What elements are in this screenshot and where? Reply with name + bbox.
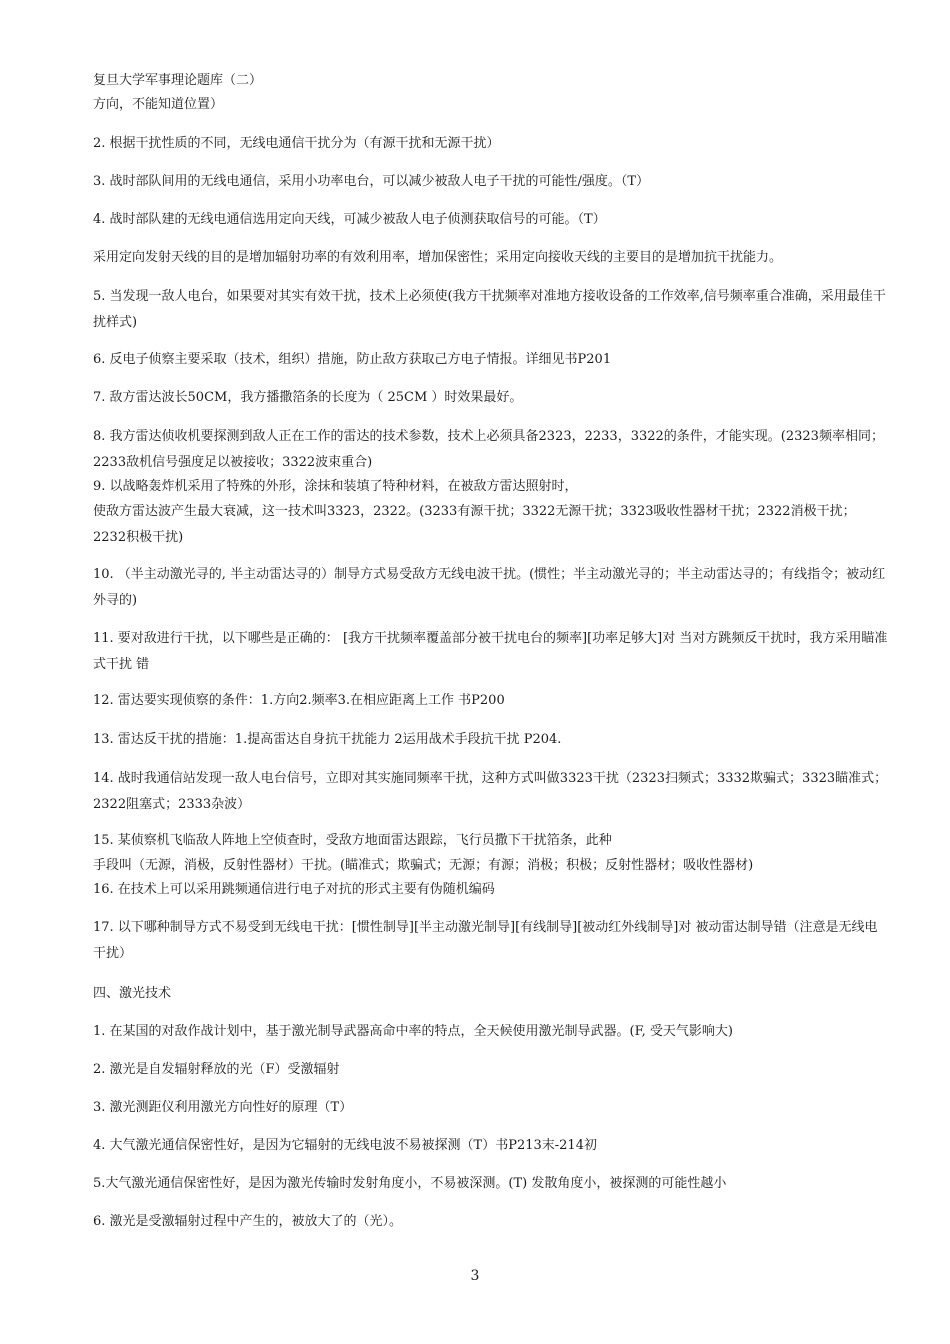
text-line: 12. 雷达要实现侦察的条件：1.方向2.频率3.在相应距离上工作 书P200 [93,693,505,708]
text-line: 5.大气激光通信保密性好，是因为激光传输时发射角度小，不易被深测。(T) 发散角度小，被探测的可能性越小 [93,1176,727,1191]
text-line: 6. 激光是受激辐射过程中产生的，被放大了的（光）。 [93,1214,403,1229]
text-line: 使敌方雷达波产生最大衰减，这一技术叫3323，2322。(3233有源干扰；3322无源干扰；3323吸收性器材干扰；2322消极干扰；2232积极干扰) [93,504,856,545]
text-line: 手段叫（无源，消极，反射性器材）干扰。(瞄准式；欺骗式；无源；有源；消极；积极；反射性器材；吸收性器材) [93,858,754,873]
text-line: 14. 战时我通信站发现一敌人电台信号，立即对其实施同频率干扰，这种方式叫做3323干扰（2323扫频式；3332欺骗式；3323瞄准式；2322阻塞式；2333杂波） [93,771,888,812]
page-header: 复旦大学军事理论题库（二） [93,73,263,88]
text-line: 6. 反电子侦察主要采取（技术，组织）措施，防止敌方获取己方电子情报。详细见书P201 [93,352,612,367]
text-line: 4. 大气激光通信保密性好，是因为它辐射的无线电波不易被探测（T）书P213末-214初 [93,1138,597,1153]
text-line: 16. 在技术上可以采用跳频通信进行电子对抗的形式主要有伪随机编码 [93,882,495,897]
text-line: 13. 雷达反干扰的措施：1.提高雷达自身抗干扰能力 2运用战术手段抗干扰 P204. [93,732,562,747]
text-line: 11. 要对敌进行干扰，以下哪些是正确的： [我方干扰频率覆盖部分被干扰电台的频率][功率足够大]对 当对方跳频反干扰时，我方采用瞄准式干扰 错 [93,631,888,672]
text-line: 8. 我方雷达侦收机要探测到敌人正在工作的雷达的技术参数，技术上必须具备2323，2233，3322的条件，才能实现。(2323频率相同；2233敌机信号强度足以被接收；3322波束重合) [93,429,884,470]
text-line: 7. 敌方雷达波长50CM，我方播撒箔条的长度为（ 25CM ）时效果最好。 [93,390,523,405]
text-line: 2. 激光是自发辐射释放的光（F）受激辐射 [93,1062,340,1077]
text-line: 9. 以战略轰炸机采用了特殊的外形，涂抹和装填了特种材料，在被敌方雷达照射时， [93,479,578,494]
text-line: 15. 某侦察机飞临敌人阵地上空侦查时，受敌方地面雷达跟踪，飞行员撒下干扰箔条，此种 [93,833,612,848]
text-line: 方向，不能知道位置） [93,97,224,112]
text-line: 17. 以下哪种制导方式不易受到无线电干扰：[惯性制导][半主动激光制导][有线制导][被动红外线制导]对 被动雷达制导错（注意是无线电干扰） [93,920,878,961]
section-heading: 四、激光技术 [93,986,172,1001]
text-line: 4. 战时部队建的无线电通信选用定向天线，可减少被敌人电子侦测获取信号的可能。（T） [93,212,606,227]
text-line: 3. 战时部队间用的无线电通信，采用小功率电台，可以减少被敌人电子干扰的可能性/强度。（T） [93,174,650,189]
page-number: 3 [470,1268,480,1284]
text-line: 1. 在某国的对敌作战计划中，基于激光制导武器高命中率的特点，全天候使用激光制导武器。(F, 受天气影响大) [93,1024,733,1039]
text-line: 5. 当发现一敌人电台，如果要对其实有效干扰，技术上必须使(我方干扰频率对准地方接收设备的工作效率,信号频率重合准确，采用最佳干扰样式) [93,289,886,330]
text-line: 10. （半主动激光寻的, 半主动雷达寻的）制导方式易受敌方无线电波干扰。(惯性；半主动激光寻的；半主动雷达寻的；有线指令；被动红外寻的) [93,567,886,608]
text-line: 采用定向发射天线的目的是增加辐射功率的有效利用率，增加保密性；采用定向接收天线的主要目的是增加抗干扰能力。 [93,250,783,265]
text-line: 2. 根据干扰性质的不同，无线电通信干扰分为（有源干扰和无源干扰） [93,136,500,151]
text-line: 3. 激光测距仪利用激光方向性好的原理（T） [93,1100,353,1115]
